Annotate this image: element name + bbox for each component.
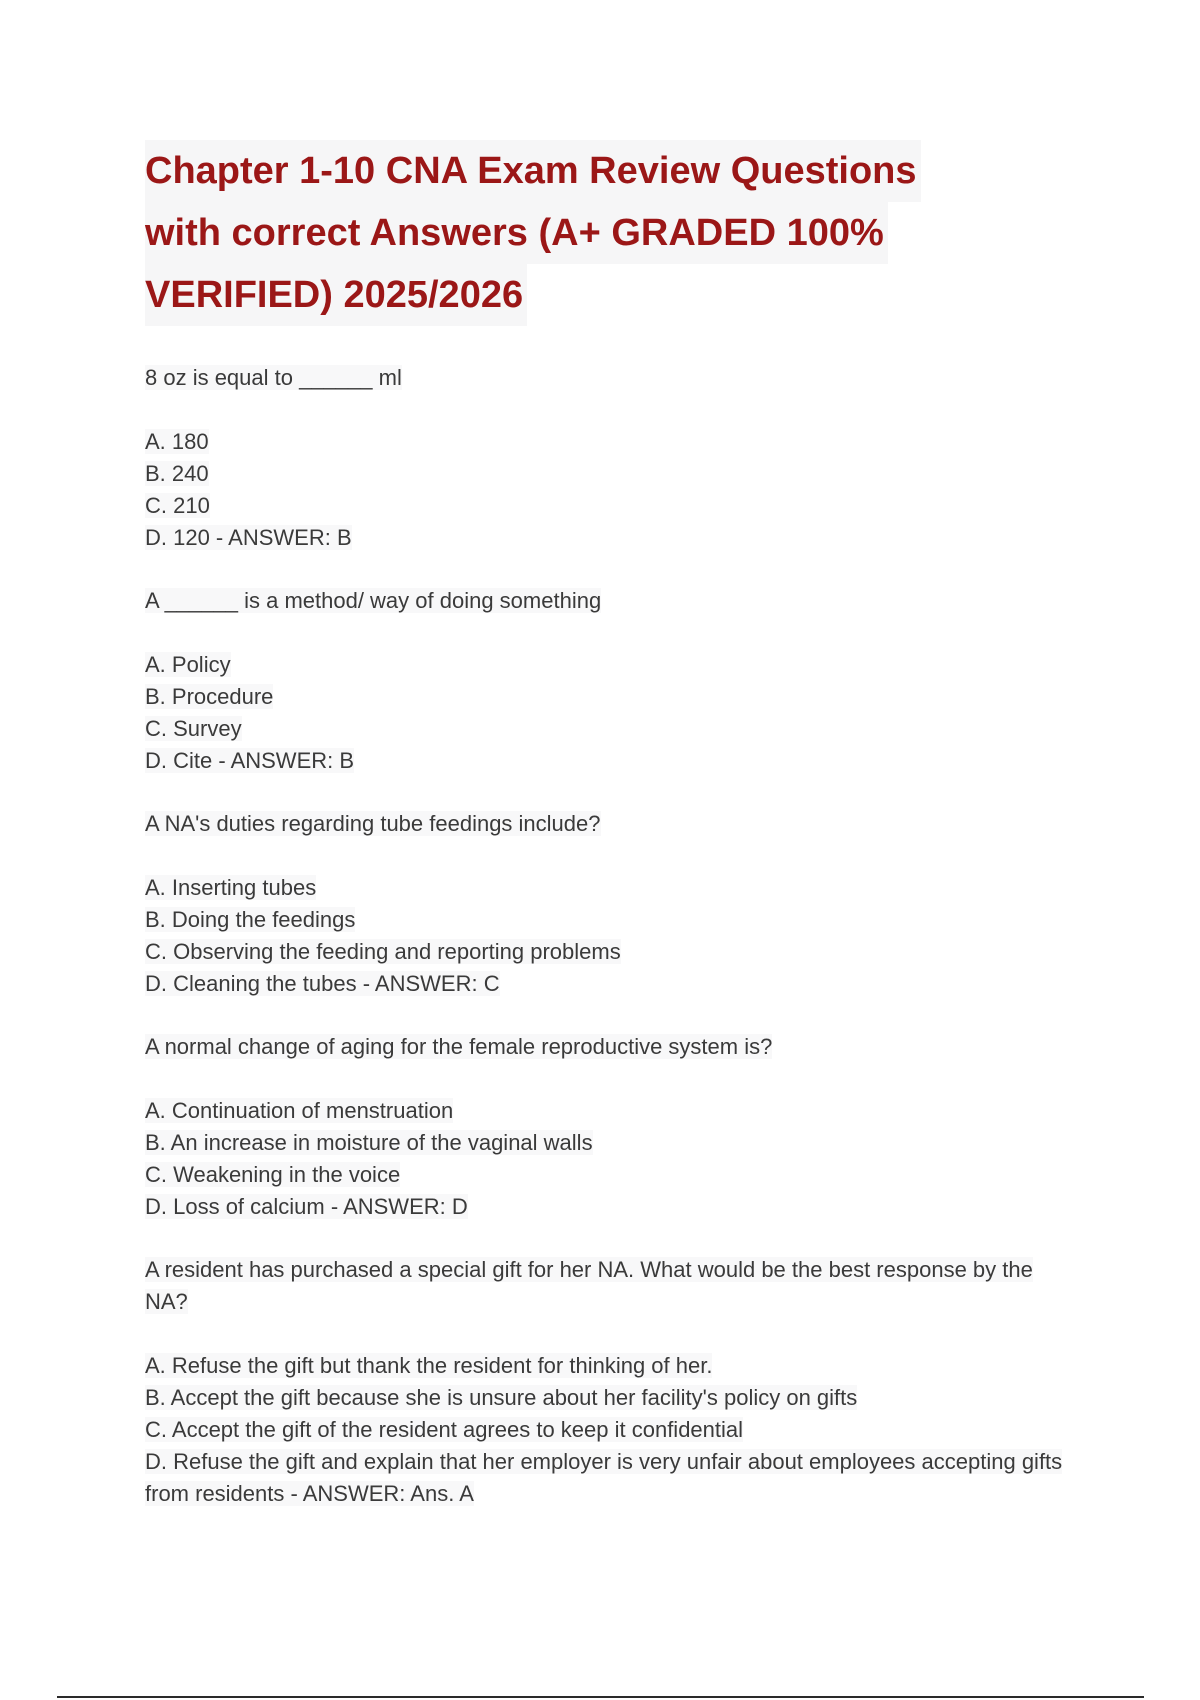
question-block-1 (145, 362, 1065, 554)
answer-options (145, 426, 1065, 554)
question-text: A normal change of aging for the female reproductive system is? (145, 1034, 773, 1059)
option-b: B. Procedure (145, 684, 274, 709)
option-b: B. Doing the feedings (145, 907, 356, 932)
title-line-2: with correct Answers (A+ GRADED 100% (145, 202, 888, 264)
question-text: A resident has purchased a special gift for her NA. What would be the best response by the NA? (145, 1257, 1033, 1314)
answer-options (145, 1095, 1065, 1223)
document-title (145, 140, 1065, 326)
page-bottom-rule (57, 1696, 1144, 1698)
option-a: A. Continuation of menstruation (145, 1098, 454, 1123)
option-c: C. 210 (145, 493, 210, 518)
answer-options (145, 872, 1065, 1000)
title-line-3: VERIFIED) 2025/2026 (145, 264, 527, 326)
option-d-with-answer: D. Refuse the gift and explain that her employer is very unfair about employees accepting gifts from residents - ANSWER: Ans. A (145, 1449, 1063, 1506)
option-b: B. Accept the gift because she is unsure about her facility's policy on gifts (145, 1385, 858, 1410)
question-block-3 (145, 808, 1065, 1000)
option-b: B. 240 (145, 461, 209, 486)
question-block-5 (145, 1254, 1065, 1510)
option-a: A. Inserting tubes (145, 875, 317, 900)
title-line-1: Chapter 1-10 CNA Exam Review Questions (145, 140, 921, 202)
answer-options (145, 649, 1065, 777)
option-c: C. Accept the gift of the resident agrees to keep it confidential (145, 1417, 744, 1442)
option-d-with-answer: D. Cite - ANSWER: B (145, 748, 355, 773)
answer-options (145, 1350, 1065, 1510)
option-a: A. Refuse the gift but thank the resident for thinking of her. (145, 1353, 713, 1378)
question-text: 8 oz is equal to ______ ml (145, 365, 402, 390)
option-a: A. Policy (145, 652, 231, 677)
question-block-2 (145, 585, 1065, 777)
document-page (145, 140, 1065, 1510)
option-c: C. Weakening in the voice (145, 1162, 401, 1187)
option-d-with-answer: D. 120 - ANSWER: B (145, 525, 352, 550)
option-c: C. Survey (145, 716, 242, 741)
option-b: B. An increase in moisture of the vaginal walls (145, 1130, 593, 1155)
question-text: A ______ is a method/ way of doing something (145, 588, 602, 613)
question-text: A NA's duties regarding tube feedings include? (145, 811, 601, 836)
option-d-with-answer: D. Loss of calcium - ANSWER: D (145, 1194, 468, 1219)
option-c: C. Observing the feeding and reporting problems (145, 939, 621, 964)
option-a: A. 180 (145, 429, 209, 454)
option-d-with-answer: D. Cleaning the tubes - ANSWER: C (145, 971, 500, 996)
question-block-4 (145, 1031, 1065, 1223)
